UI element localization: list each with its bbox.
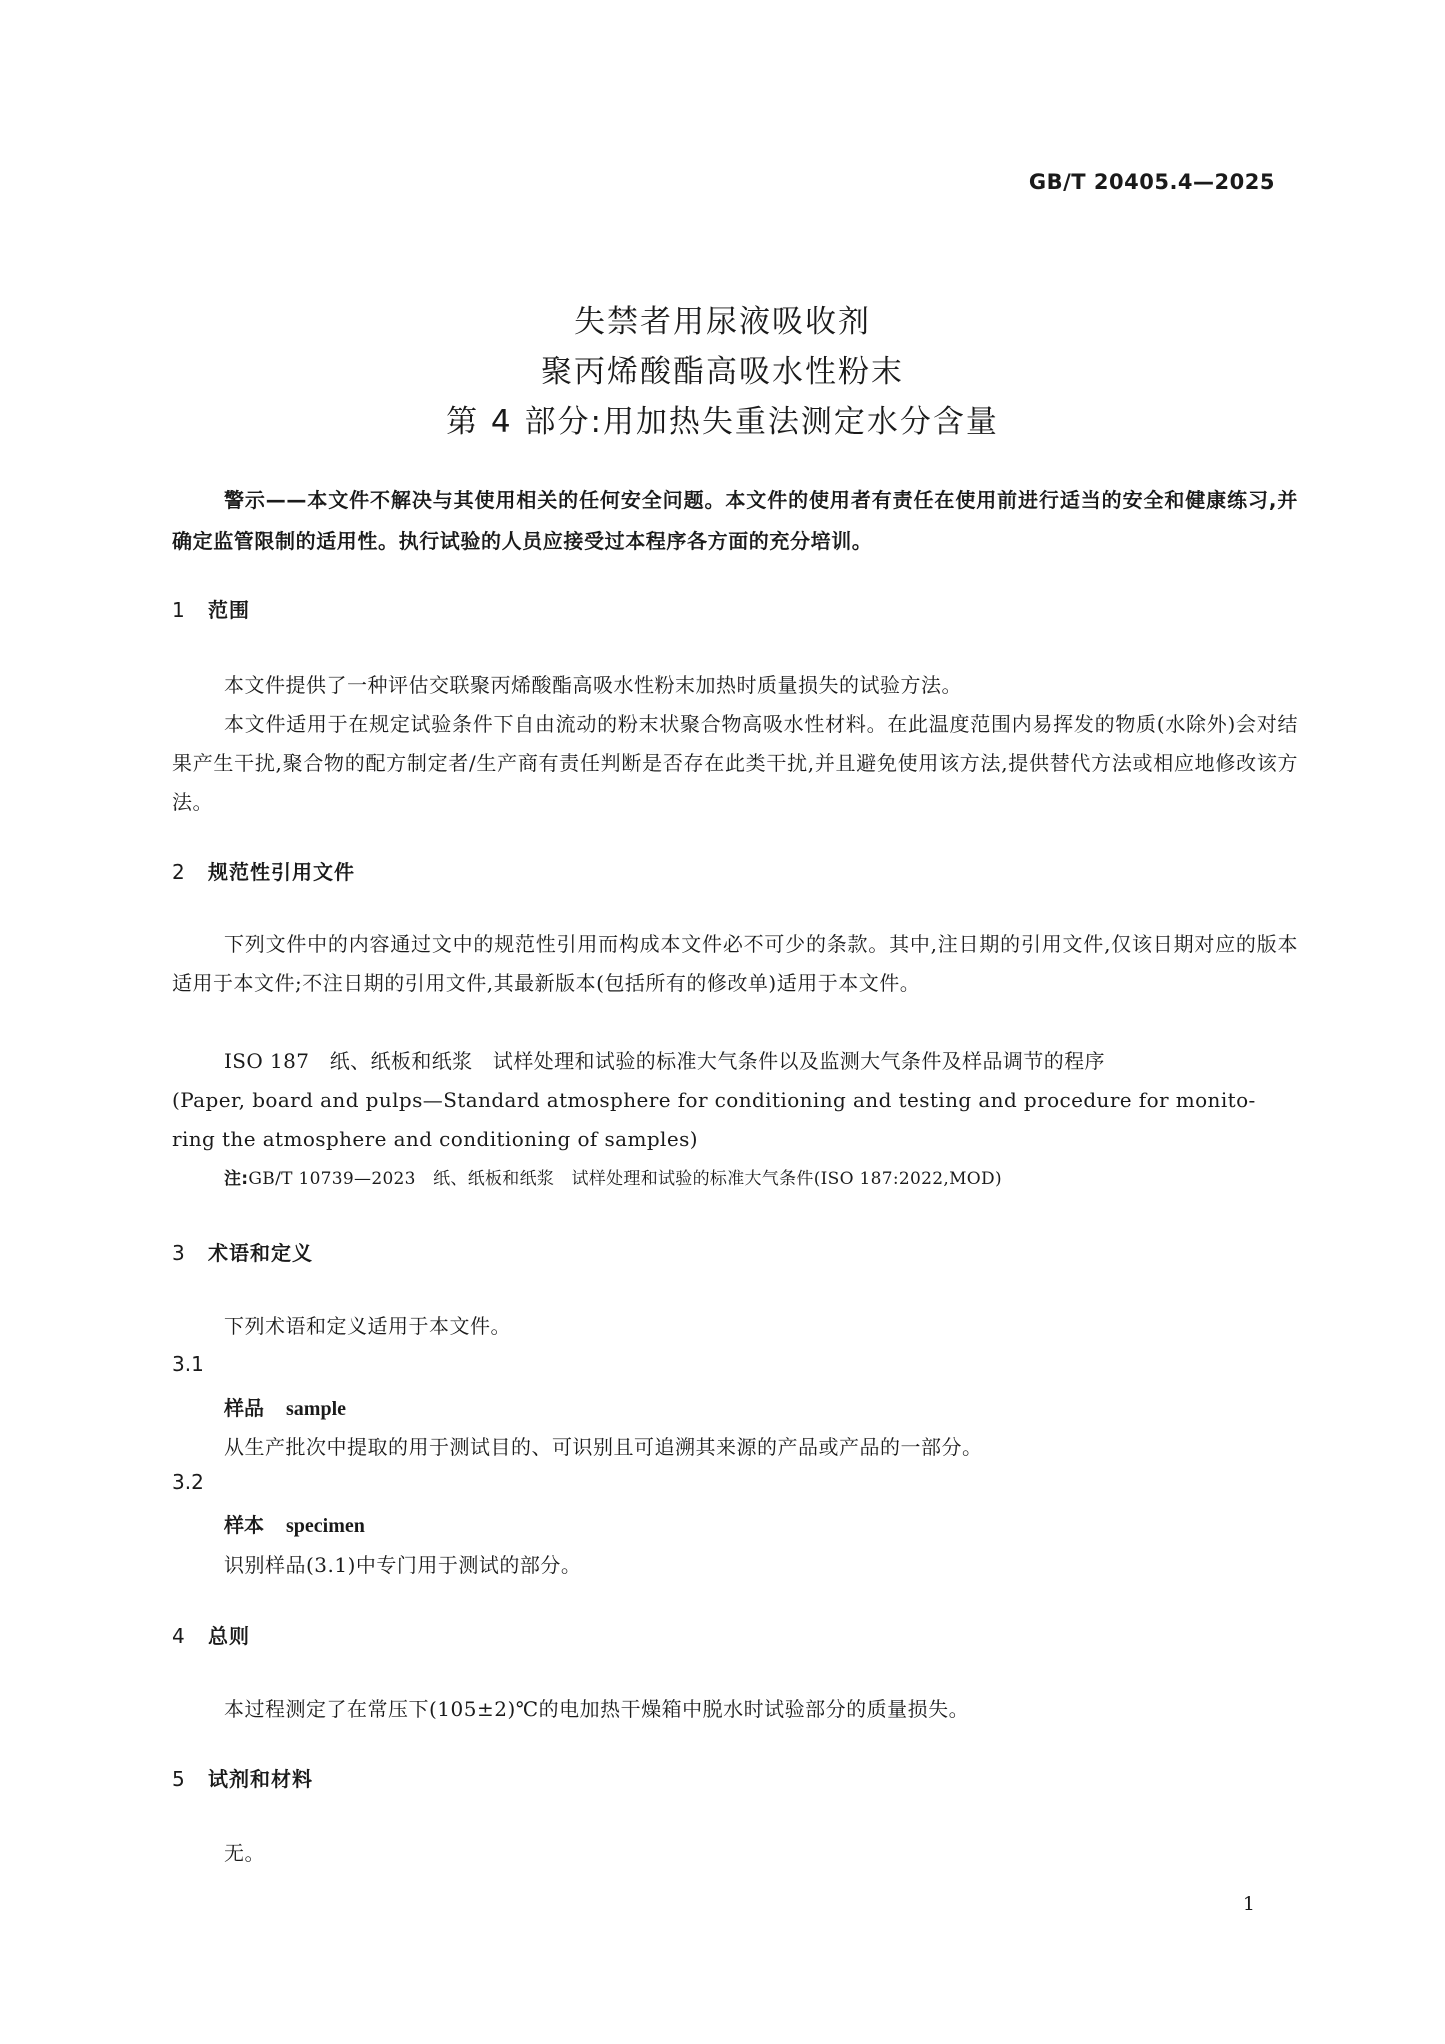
note-label: 注:: [224, 1169, 249, 1189]
section-title: 试剂和材料: [208, 1767, 313, 1791]
section-title: 规范性引用文件: [208, 860, 355, 884]
section-3-heading: [172, 1237, 313, 1266]
document-number: GB/T 20405.4—2025: [1028, 170, 1275, 194]
section-1-heading: [172, 594, 250, 623]
section-4-heading: [172, 1620, 250, 1649]
section-title: 总则: [208, 1624, 250, 1648]
term-3-1-number: 3.1: [172, 1352, 204, 1376]
section-title: 范围: [208, 598, 250, 622]
section-number: 3: [172, 1241, 186, 1265]
term-zh: 样本: [224, 1513, 264, 1537]
normative-reference-line-1: ISO 187 纸、纸板和纸浆 试样处理和试验的标准大气条件以及监测大气条件及样品调节的程序: [224, 1049, 1105, 1073]
page-number: 1: [1242, 1893, 1255, 1915]
section-5-paragraph-1: 无。: [224, 1841, 265, 1865]
section-3-paragraph-1: 下列术语和定义适用于本文件。: [224, 1314, 511, 1338]
term-zh: 样品: [224, 1396, 264, 1420]
title-line-2: 聚丙烯酸酯高吸水性粉末: [541, 354, 904, 390]
section-2-paragraph-1: 下列文件中的内容通过文中的规范性引用而构成本文件必不可少的条款。其中,注日期的引用文件,仅该日期对应的版本适用于本文件;不注日期的引用文件,其最新版本(包括所有的修改单)适用于本文件。: [172, 932, 1298, 995]
normative-reference-line-3: ring the atmosphere and conditioning of samples): [172, 1127, 698, 1151]
note: [224, 1164, 1002, 1189]
term-en: sample: [286, 1398, 346, 1420]
section-number: 1: [172, 598, 186, 622]
section-1-paragraph-1: 本文件提供了一种评估交联聚丙烯酸酯高吸水性粉末加热时质量损失的试验方法。: [224, 673, 962, 697]
term-3-1: [224, 1392, 346, 1421]
section-number: 2: [172, 860, 186, 884]
title-line-3: 第 4 部分:用加热失重法测定水分含量: [446, 404, 999, 440]
title-line-1: 失禁者用尿液吸收剂: [574, 304, 871, 340]
section-number: 5: [172, 1767, 186, 1791]
term-3-1-definition: 从生产批次中提取的用于测试目的、可识别且可追溯其来源的产品或产品的一部分。: [224, 1435, 983, 1459]
note-text: GB/T 10739—2023 纸、纸板和纸浆 试样处理和试验的标准大气条件(ISO 187:2022,MOD): [248, 1169, 1002, 1189]
term-3-2: [224, 1509, 365, 1538]
term-en: specimen: [286, 1515, 365, 1537]
section-1-paragraph-2: 本文件适用于在规定试验条件下自由流动的粉末状聚合物高吸水性材料。在此温度范围内易挥发的物质(水除外)会对结果产生干扰,聚合物的配方制定者/生产商有责任判断是否存在此类干扰,并且避免使用该方法,提供替代方法或相应地修改该方法。: [172, 712, 1298, 814]
section-5-heading: [172, 1763, 313, 1792]
section-2-heading: [172, 856, 355, 885]
warning-paragraph: 警示——本文件不解决与其使用相关的任何安全问题。本文件的使用者有责任在使用前进行适当的安全和健康练习,并确定监管限制的适用性。执行试验的人员应接受过本程序各方面的充分培训。: [172, 488, 1298, 553]
section-4-paragraph-1: 本过程测定了在常压下(105±2)℃的电加热干燥箱中脱水时试验部分的质量损失。: [224, 1697, 970, 1721]
section-title: 术语和定义: [208, 1241, 313, 1265]
normative-reference-line-2: (Paper, board and pulps—Standard atmosphere for conditioning and testing and procedure for monito-: [172, 1088, 1256, 1112]
term-3-2-number: 3.2: [172, 1470, 204, 1494]
section-number: 4: [172, 1624, 186, 1648]
term-3-2-definition: 识别样品(3.1)中专门用于测试的部分。: [224, 1553, 582, 1577]
